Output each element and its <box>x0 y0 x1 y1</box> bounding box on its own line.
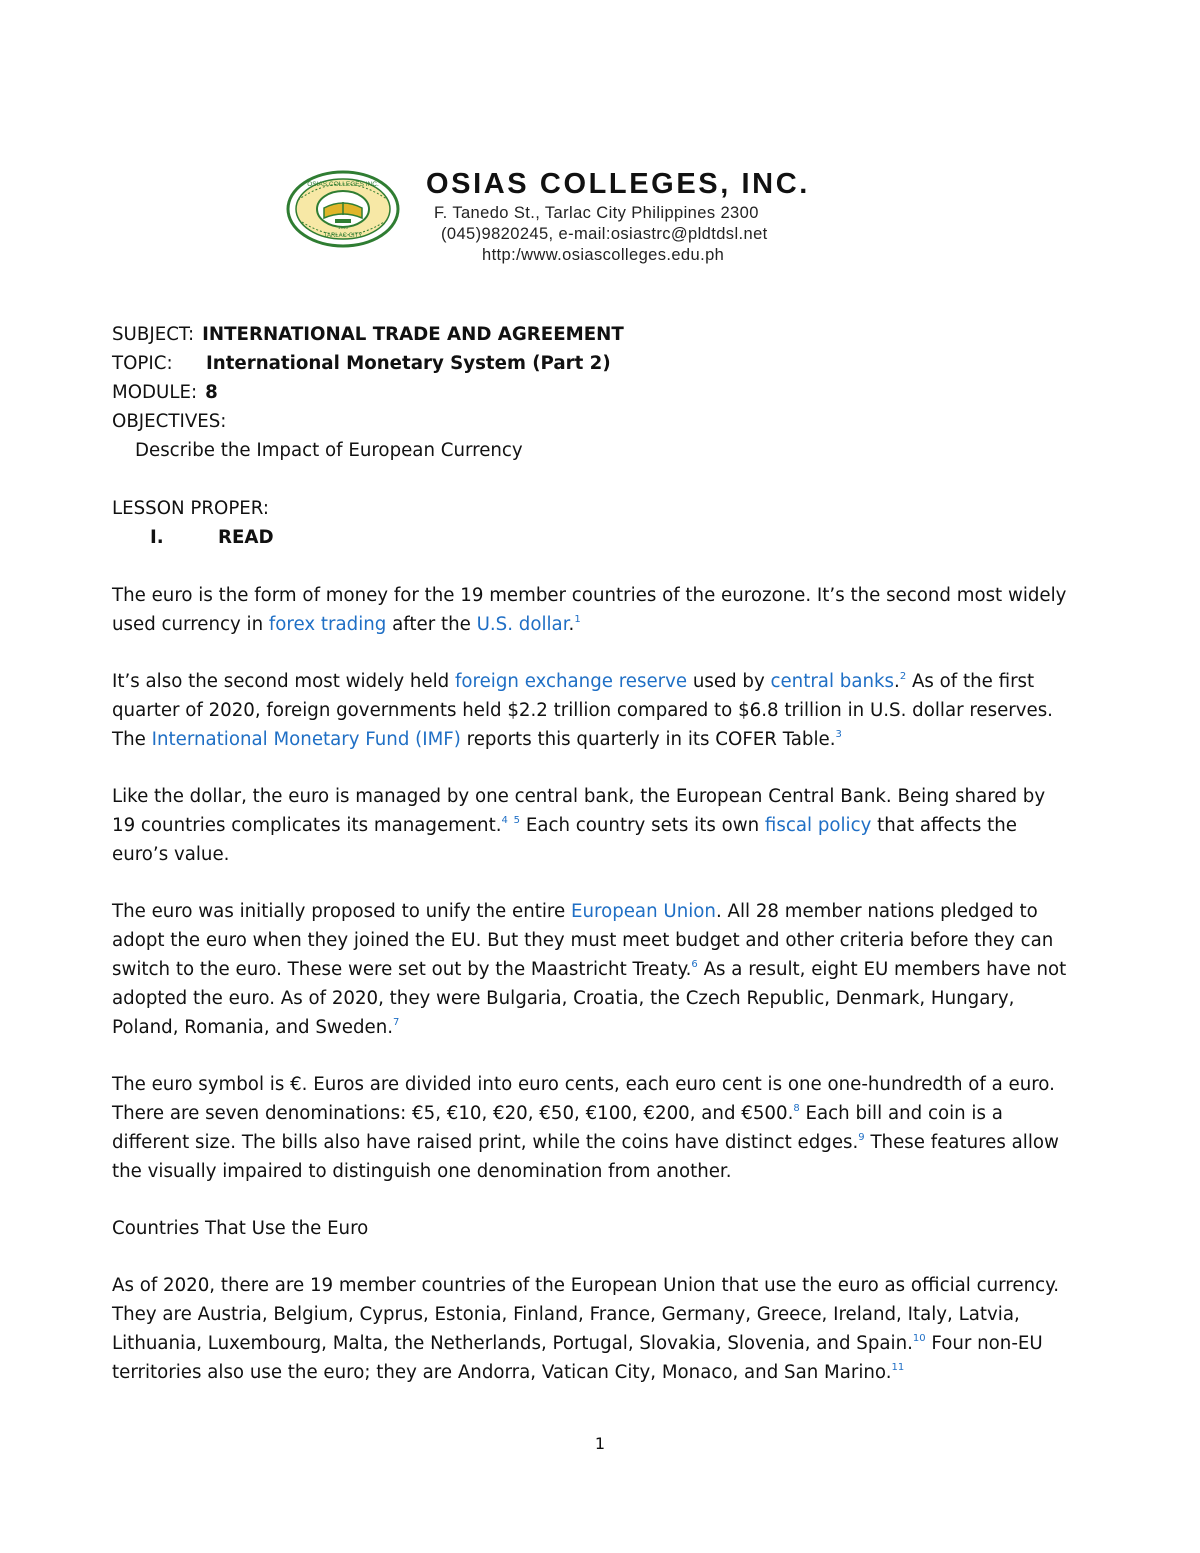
central-banks-link[interactable]: central banks <box>770 671 895 692</box>
footnote-ref[interactable]: 8 <box>793 1103 800 1114</box>
subject-line <box>112 320 1072 349</box>
school-seal-logo <box>286 170 400 248</box>
paragraph-central-bank: Like the dollar, the euro is managed by one central bank, the European Central Bank. Being shared by 19 countries complicates its management.$^4$ $^5$ Each country sets its own fiscal policy that affects the euro’s value. <box>112 786 1046 865</box>
us-dollar-link[interactable]: U.S. dollar <box>476 614 569 635</box>
paragraph-countries: As of 2020, there are 19 member countries of the European Union that use the euro as official currency. They are Austria, Belgium, Cyprus, Estonia, Finland, France, Germany, Greece, Ireland, Italy, Latvia, Lithuania, Luxembourg, Malta, the Netherlands, Portugal, Slovakia, Slovenia, and Spain.$^{10}$ Four non-EU territories also use the euro; they are Andorra, Vatican City, Monaco, and San Marino.$^{11}$ <box>112 1275 1060 1383</box>
section-heading: Countries That Use the Euro <box>112 1218 369 1239</box>
objectives-label: OBJECTIVES: <box>112 411 227 432</box>
module-label: MODULE: <box>112 382 198 403</box>
topic-label: TOPIC: <box>112 353 173 374</box>
read-label: READ <box>218 527 274 548</box>
module-line <box>112 378 1072 407</box>
lesson-proper-label: LESSON PROPER: <box>112 498 270 519</box>
footnote-ref[interactable]: 7 <box>393 1017 400 1028</box>
fiscal-policy-link[interactable]: fiscal policy <box>764 815 872 836</box>
svg-text:1940: 1940 <box>337 225 349 230</box>
paragraph-euro-intro: The euro is the form of money for the 19 member countries of the eurozone. It’s the second most widely used currency in forex trading after the U.S. dollar.$^1$ <box>112 585 1067 635</box>
read-number: I. <box>150 527 164 548</box>
subject-value: INTERNATIONAL TRADE AND AGREEMENT <box>202 324 624 345</box>
footnote-ref[interactable]: 9 <box>858 1132 865 1143</box>
footnote-ref[interactable]: 5 <box>513 815 521 826</box>
footnote-ref[interactable]: 10 <box>912 1333 926 1344</box>
foreign-exchange-reserve-link[interactable]: foreign exchange reserve <box>454 671 688 692</box>
forex-trading-link[interactable]: forex trading <box>268 614 387 635</box>
school-name: OSIAS COLLEGES, INC. <box>426 168 810 200</box>
footnote-ref[interactable]: 4 <box>501 815 508 826</box>
spacer <box>112 465 1072 494</box>
topic-line <box>112 349 1072 378</box>
spacer <box>112 552 1072 581</box>
footnote-ref[interactable]: 3 <box>835 729 842 740</box>
page-number: 1 <box>594 1434 606 1453</box>
footnote-ref[interactable]: 11 <box>891 1362 905 1373</box>
school-website: http:/www.osiascolleges.edu.ph <box>482 246 725 264</box>
footnote-ref[interactable]: 6 <box>691 959 698 970</box>
footnote-ref[interactable]: 1 <box>574 614 581 625</box>
document-body <box>112 320 1072 1415</box>
topic-value: International Monetary System (Part 2) <box>206 353 611 374</box>
module-value: 8 <box>205 382 218 403</box>
paragraph-euro-symbol: The euro symbol is €. Euros are divided into euro cents, each euro cent is one one-hundredth of a euro. There are seven denominations: €5, €10, €20, €50, €100, €200, and €500.$^8$ Each bill and coin is a different size. The bills also have raised print, while the coins have distinct edges.$^9$ These features allow the visually impaired to distinguish one denomination from another. <box>112 1074 1059 1182</box>
svg-text:TARLAC CITY: TARLAC CITY <box>323 233 363 239</box>
letterhead <box>286 166 906 276</box>
paragraph-reserve: It’s also the second most widely held foreign exchange reserve used by central banks.$^2$ As of the first quarter of 2020, foreign governments held $2.2 trillion compared to $6.8 trillion in U.S. dollar reserves. The International Monetary Fund (IMF) reports this quarterly in its COFER Table.$^3$ <box>112 671 1053 750</box>
paragraph-european-union: The euro was initially proposed to unify the entire European Union. All 28 member nations pledged to adopt the euro when they joined the EU. But they must meet budget and other criteria before they can switch to the euro. These were set out by the Maastricht Treaty.$^6$ As a result, eight EU members have not adopted the euro. As of 2020, they were Bulgaria, Croatia, the Czech Republic, Denmark, Hungary, Poland, Romania, and Sweden.$^7$ <box>112 901 1067 1038</box>
imf-link[interactable]: International Monetary Fund (IMF) <box>151 729 461 750</box>
svg-text:OSIAS COLLEGES INC.: OSIAS COLLEGES INC. <box>307 181 379 188</box>
school-contact: (045)9820245, e-mail:osiastrc@pldtdsl.net <box>441 225 768 243</box>
school-address: F. Tanedo St., Tarlac City Philippines 2300 <box>434 204 759 222</box>
subject-label: SUBJECT: <box>112 324 195 345</box>
read-heading <box>112 523 1072 552</box>
footnote-ref[interactable]: 2 <box>899 671 907 682</box>
european-union-link[interactable]: European Union <box>570 901 716 922</box>
objective-item: Describe the Impact of European Currency <box>135 440 523 461</box>
